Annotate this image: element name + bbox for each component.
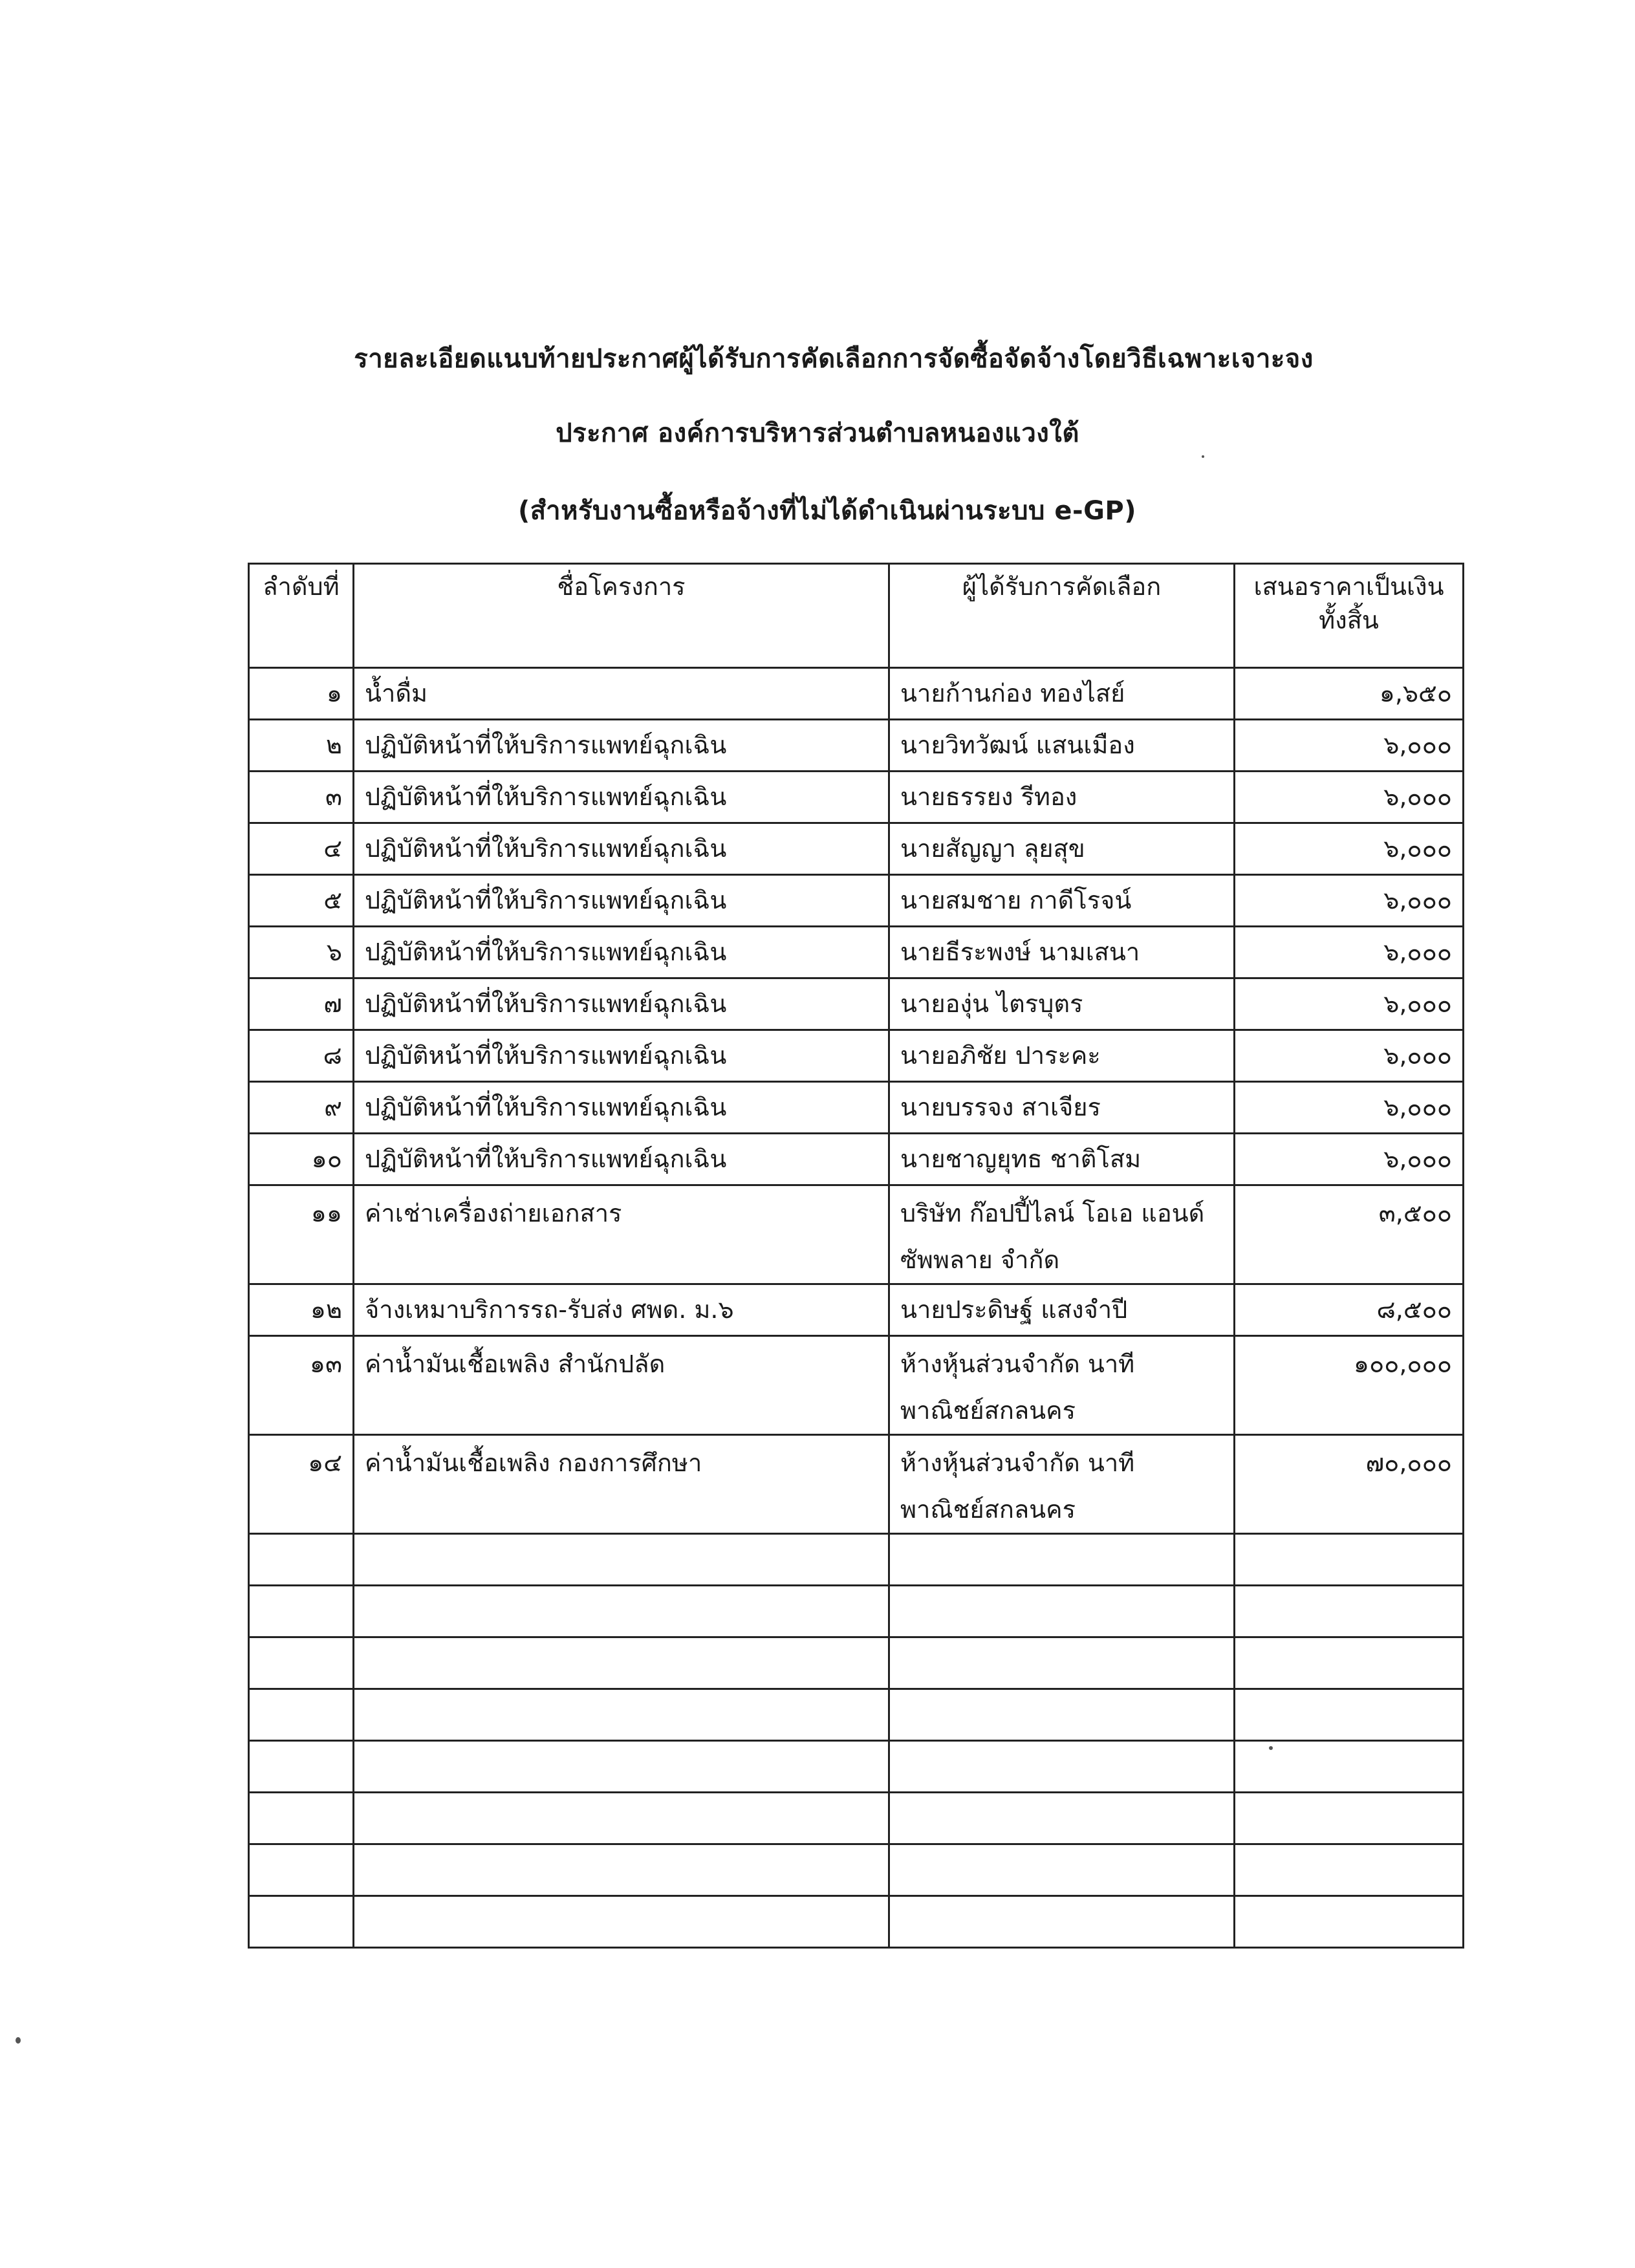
row-project: ค่าน้ำมันเชื้อเพลิง สำนักปลัด bbox=[354, 1336, 889, 1435]
table-row bbox=[249, 772, 1464, 823]
row-no: ๑๑ bbox=[249, 1185, 354, 1284]
row-winner: นายธรรยง รีทอง bbox=[889, 772, 1235, 823]
row-project: ปฏิบัติหน้าที่ให้บริการแพทย์ฉุกเฉิน bbox=[354, 772, 889, 823]
row-winner: นายสมชาย กาดีโรจน์ bbox=[889, 875, 1235, 927]
announcement-note: (สำหรับงานซื้อหรือจ้างที่ไม่ได้ดำเนินผ่านระบบ e-GP) bbox=[517, 496, 1137, 526]
empty-row bbox=[249, 1793, 1464, 1844]
row-no: ๕ bbox=[249, 875, 354, 927]
row-no: ๑๒ bbox=[249, 1284, 354, 1336]
row-amount: ๖,๐๐๐ bbox=[1235, 978, 1464, 1030]
row-project: ค่าน้ำมันเชื้อเพลิง กองการศึกษา bbox=[354, 1435, 889, 1534]
row-project: ค่าเช่าเครื่องถ่ายเอกสาร bbox=[354, 1185, 889, 1284]
empty-row bbox=[249, 1586, 1464, 1637]
row-winner: นายอภิชัย ปาระคะ bbox=[889, 1030, 1235, 1082]
header-no: ลำดับที่ bbox=[249, 564, 354, 668]
row-amount: ๖,๐๐๐ bbox=[1235, 1082, 1464, 1134]
row-no: ๒ bbox=[249, 720, 354, 772]
row-winner: นายวิทวัฒน์ แสนเมือง bbox=[889, 720, 1235, 772]
row-project: ปฏิบัติหน้าที่ให้บริการแพทย์ฉุกเฉิน bbox=[354, 823, 889, 875]
table-row bbox=[249, 978, 1464, 1030]
row-amount: ๖,๐๐๐ bbox=[1235, 1134, 1464, 1185]
row-no: ๙ bbox=[249, 1082, 354, 1134]
table-row bbox=[249, 1435, 1464, 1534]
row-amount: ๗๐,๐๐๐ bbox=[1235, 1435, 1464, 1534]
row-amount: ๖,๐๐๐ bbox=[1235, 772, 1464, 823]
row-winner: นายประดิษฐ์ แสงจำปี bbox=[889, 1284, 1235, 1336]
table-row bbox=[249, 1030, 1464, 1082]
row-no: ๓ bbox=[249, 772, 354, 823]
header-project: ชื่อโครงการ bbox=[354, 564, 889, 668]
row-no: ๑๔ bbox=[249, 1435, 354, 1534]
table-row bbox=[249, 823, 1464, 875]
row-no: ๔ bbox=[249, 823, 354, 875]
row-winner: บริษัท ก๊อปปี้ไลน์ โอเอ แอนด์ ซัพพลาย จำกัด bbox=[889, 1185, 1235, 1284]
row-winner: นายองุ่น ไตรบุตร bbox=[889, 978, 1235, 1030]
row-winner: นายบรรจง สาเจียร bbox=[889, 1082, 1235, 1134]
row-winner: ห้างหุ้นส่วนจำกัด นาที พาณิชย์สกลนคร bbox=[889, 1435, 1235, 1534]
scan-speck bbox=[1269, 1746, 1273, 1750]
row-project: ปฏิบัติหน้าที่ให้บริการแพทย์ฉุกเฉิน bbox=[354, 1134, 889, 1185]
row-amount: ๑,๖๕๐ bbox=[1235, 668, 1464, 720]
table-header-row bbox=[249, 564, 1464, 668]
table-row bbox=[249, 720, 1464, 772]
row-amount: ๓,๕๐๐ bbox=[1235, 1185, 1464, 1284]
row-project: ปฏิบัติหน้าที่ให้บริการแพทย์ฉุกเฉิน bbox=[354, 1082, 889, 1134]
row-winner: นายชาญยุทธ ชาติโสม bbox=[889, 1134, 1235, 1185]
header-amount: เสนอราคาเป็นเงินทั้งสิ้น bbox=[1235, 564, 1464, 668]
scan-speck bbox=[1202, 455, 1204, 458]
table-row bbox=[249, 1082, 1464, 1134]
row-project: ปฏิบัติหน้าที่ให้บริการแพทย์ฉุกเฉิน bbox=[354, 1030, 889, 1082]
table-row bbox=[249, 668, 1464, 720]
row-no: ๑ bbox=[249, 668, 354, 720]
row-no: ๑๐ bbox=[249, 1134, 354, 1185]
scan-speck bbox=[16, 2037, 21, 2044]
row-amount: ๖,๐๐๐ bbox=[1235, 1030, 1464, 1082]
row-winner: นายก้านก่อง ทองไสย์ bbox=[889, 668, 1235, 720]
row-winner: นายสัญญา ลุยสุข bbox=[889, 823, 1235, 875]
row-no: ๖ bbox=[249, 927, 354, 978]
table-row bbox=[249, 1336, 1464, 1435]
row-no: ๑๓ bbox=[249, 1336, 354, 1435]
row-winner: ห้างหุ้นส่วนจำกัด นาที พาณิชย์สกลนคร bbox=[889, 1336, 1235, 1435]
procurement-table bbox=[248, 563, 1464, 1949]
table-row bbox=[249, 1134, 1464, 1185]
row-project: ปฏิบัติหน้าที่ให้บริการแพทย์ฉุกเฉิน bbox=[354, 927, 889, 978]
row-no: ๗ bbox=[249, 978, 354, 1030]
row-project: ปฏิบัติหน้าที่ให้บริการแพทย์ฉุกเฉิน bbox=[354, 875, 889, 927]
row-amount: ๖,๐๐๐ bbox=[1235, 927, 1464, 978]
empty-row bbox=[249, 1896, 1464, 1948]
document-title: รายละเอียดแนบท้ายประกาศผู้ได้รับการคัดเลือกการจัดซื้อจัดจ้างโดยวิธีเฉพาะเจาะจง bbox=[354, 344, 1314, 374]
empty-row bbox=[249, 1534, 1464, 1586]
announcement-org: ประกาศ องค์การบริหารส่วนตำบลหนองแวงใต้ bbox=[556, 418, 1079, 448]
row-project: ปฏิบัติหน้าที่ให้บริการแพทย์ฉุกเฉิน bbox=[354, 720, 889, 772]
row-amount: ๘,๕๐๐ bbox=[1235, 1284, 1464, 1336]
row-winner: นายธีระพงษ์ นามเสนา bbox=[889, 927, 1235, 978]
row-no: ๘ bbox=[249, 1030, 354, 1082]
row-project: ปฏิบัติหน้าที่ให้บริการแพทย์ฉุกเฉิน bbox=[354, 978, 889, 1030]
row-amount: ๖,๐๐๐ bbox=[1235, 823, 1464, 875]
row-project: น้ำดื่ม bbox=[354, 668, 889, 720]
empty-row bbox=[249, 1689, 1464, 1741]
empty-row bbox=[249, 1844, 1464, 1896]
table-row bbox=[249, 875, 1464, 927]
empty-row bbox=[249, 1637, 1464, 1689]
table-row bbox=[249, 1185, 1464, 1284]
row-project: จ้างเหมาบริการรถ-รับส่ง ศพด. ม.๖ bbox=[354, 1284, 889, 1336]
row-amount: ๖,๐๐๐ bbox=[1235, 720, 1464, 772]
empty-row bbox=[249, 1741, 1464, 1793]
row-amount: ๖,๐๐๐ bbox=[1235, 875, 1464, 927]
row-amount: ๑๐๐,๐๐๐ bbox=[1235, 1336, 1464, 1435]
table-row bbox=[249, 1284, 1464, 1336]
header-winner: ผู้ได้รับการคัดเลือก bbox=[889, 564, 1235, 668]
table-row bbox=[249, 927, 1464, 978]
